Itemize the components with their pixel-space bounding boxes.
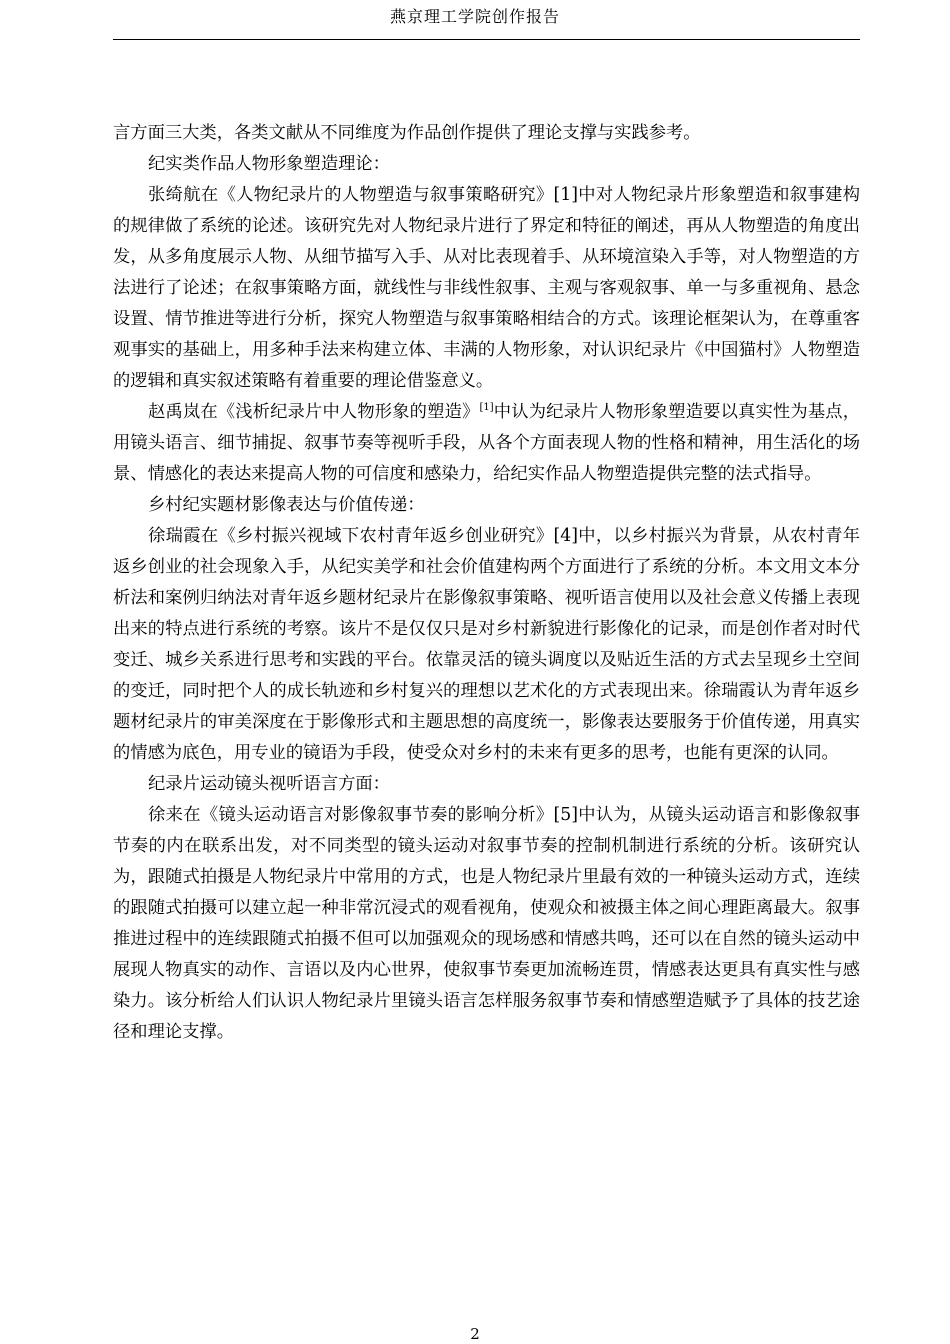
paragraph-xu-ruixia: 徐瑞霞在《乡村振兴视域下农村青年返乡创业研究》[4]中，以乡村振兴为背景，从农村青年返乡创业的社会现象入手，从纪实美学和社会价值建构两个方面进行了系统的分析。本文用文本分析法和案例归纳法对青年返乡题材纪录片在影像叙事策略、视听语言使用以及社会意义传播上表现出来的特点进行系统的考察。该片不是仅仅只是对乡村新貌进行影像化的记录，而是创作者对时代变迁、城乡关系进行思考和实践的平台。依靠灵活的镜头调度以及贴近生活的方式去呈现乡土空间的变迁，同时把个人的成长轨迹和乡村复兴的理想以艺术化的方式表现出来。徐瑞霞认为青年返乡题材纪录片的审美深度在于影像形式和主题思想的高度统一，影像表达要服务于价值传递，用真实的情感为底色，用专业的镜语为手段，使受众对乡村的未来有更多的思考，也能有更深的认同。 [113,526,860,763]
paragraph-text-before-citation: 赵禹岚在《浅析纪录片中人物形象的塑造》 [148,402,480,422]
page-number: 2 [470,1325,480,1343]
section-heading-camera-movement: 纪录片运动镜头视听语言方面： [148,774,390,794]
document-body [113,118,860,1048]
section-heading-rural-documentary: 乡村纪实题材影像表达与价值传递： [148,495,425,515]
citation-superscript: [1] [479,402,494,413]
paragraph-text-after-citation: 中认为纪录片人物形象塑造要以真实性为基点，用镜头语言、细节捕捉、叙事节奏等视听手段，从各个方面表现人物的性格和精神，用生活化的场景、情感化的表达来提高人物的可信度和感染力，给纪实作品人物塑造提供完整的法式指导。 [113,402,860,484]
paragraph-zhang-qihang: 张绮航在《人物纪录片的人物塑造与叙事策略研究》[1]中对人物纪录片形象塑造和叙事建构的规律做了系统的论述。该研究先对人物纪录片进行了界定和特征的阐述，再从人物塑造的角度出发，从多角度展示人物、从细节描写入手、从对比表现着手、从环境渲染入手等，对人物塑造的方法进行了论述；在叙事策略方面，就线性与非线性叙事、主观与客观叙事、单一与多重视角、悬念设置、情节推进等进行分析，探究人物塑造与叙事策略相结合的方式。该理论框架认为，在尊重客观事实的基础上，用多种手法来构建立体、丰满的人物形象，对认识纪录片《中国猫村》人物塑造的逻辑和真实叙述策略有着重要的理论借鉴意义。 [113,185,860,391]
paragraph-xu-lai: 徐来在《镜头运动语言对影像叙事节奏的影响分析》[5]中认为，从镜头运动语言和影像叙事节奏的内在联系出发，对不同类型的镜头运动对叙事节奏的控制机制进行系统的分析。该研究认为，跟随式拍摄是人物纪录片中常用的方式，也是人物纪录片里最有效的一种镜头运动方式，连续的跟随式拍摄可以建立起一种非常沉浸式的观看视角，使观众和被摄主体之间心理距离最大。叙事推进过程中的连续跟随式拍摄不但可以加强观众的现场感和情感共鸣，还可以在自然的镜头运动中展现人物真实的动作、言语以及内心世界，使叙事节奏更加流畅连贯，情感表达更具有真实性与感染力。该分析给人们认识人物纪录片里镜头语言怎样服务叙事节奏和情感塑造赋予了具体的技艺途径和理论支撑。 [113,805,860,1042]
paragraph-zhao-yulan [113,397,860,490]
section-heading-portrait-theory: 纪实类作品人物形象塑造理论： [148,154,390,174]
paragraph-continuation: 言方面三大类，各类文献从不同维度为作品创作提供了理论支撑与实践参考。 [113,123,701,143]
page-header: 燕京理工学院创作报告 [389,7,560,26]
header-divider [113,39,860,40]
